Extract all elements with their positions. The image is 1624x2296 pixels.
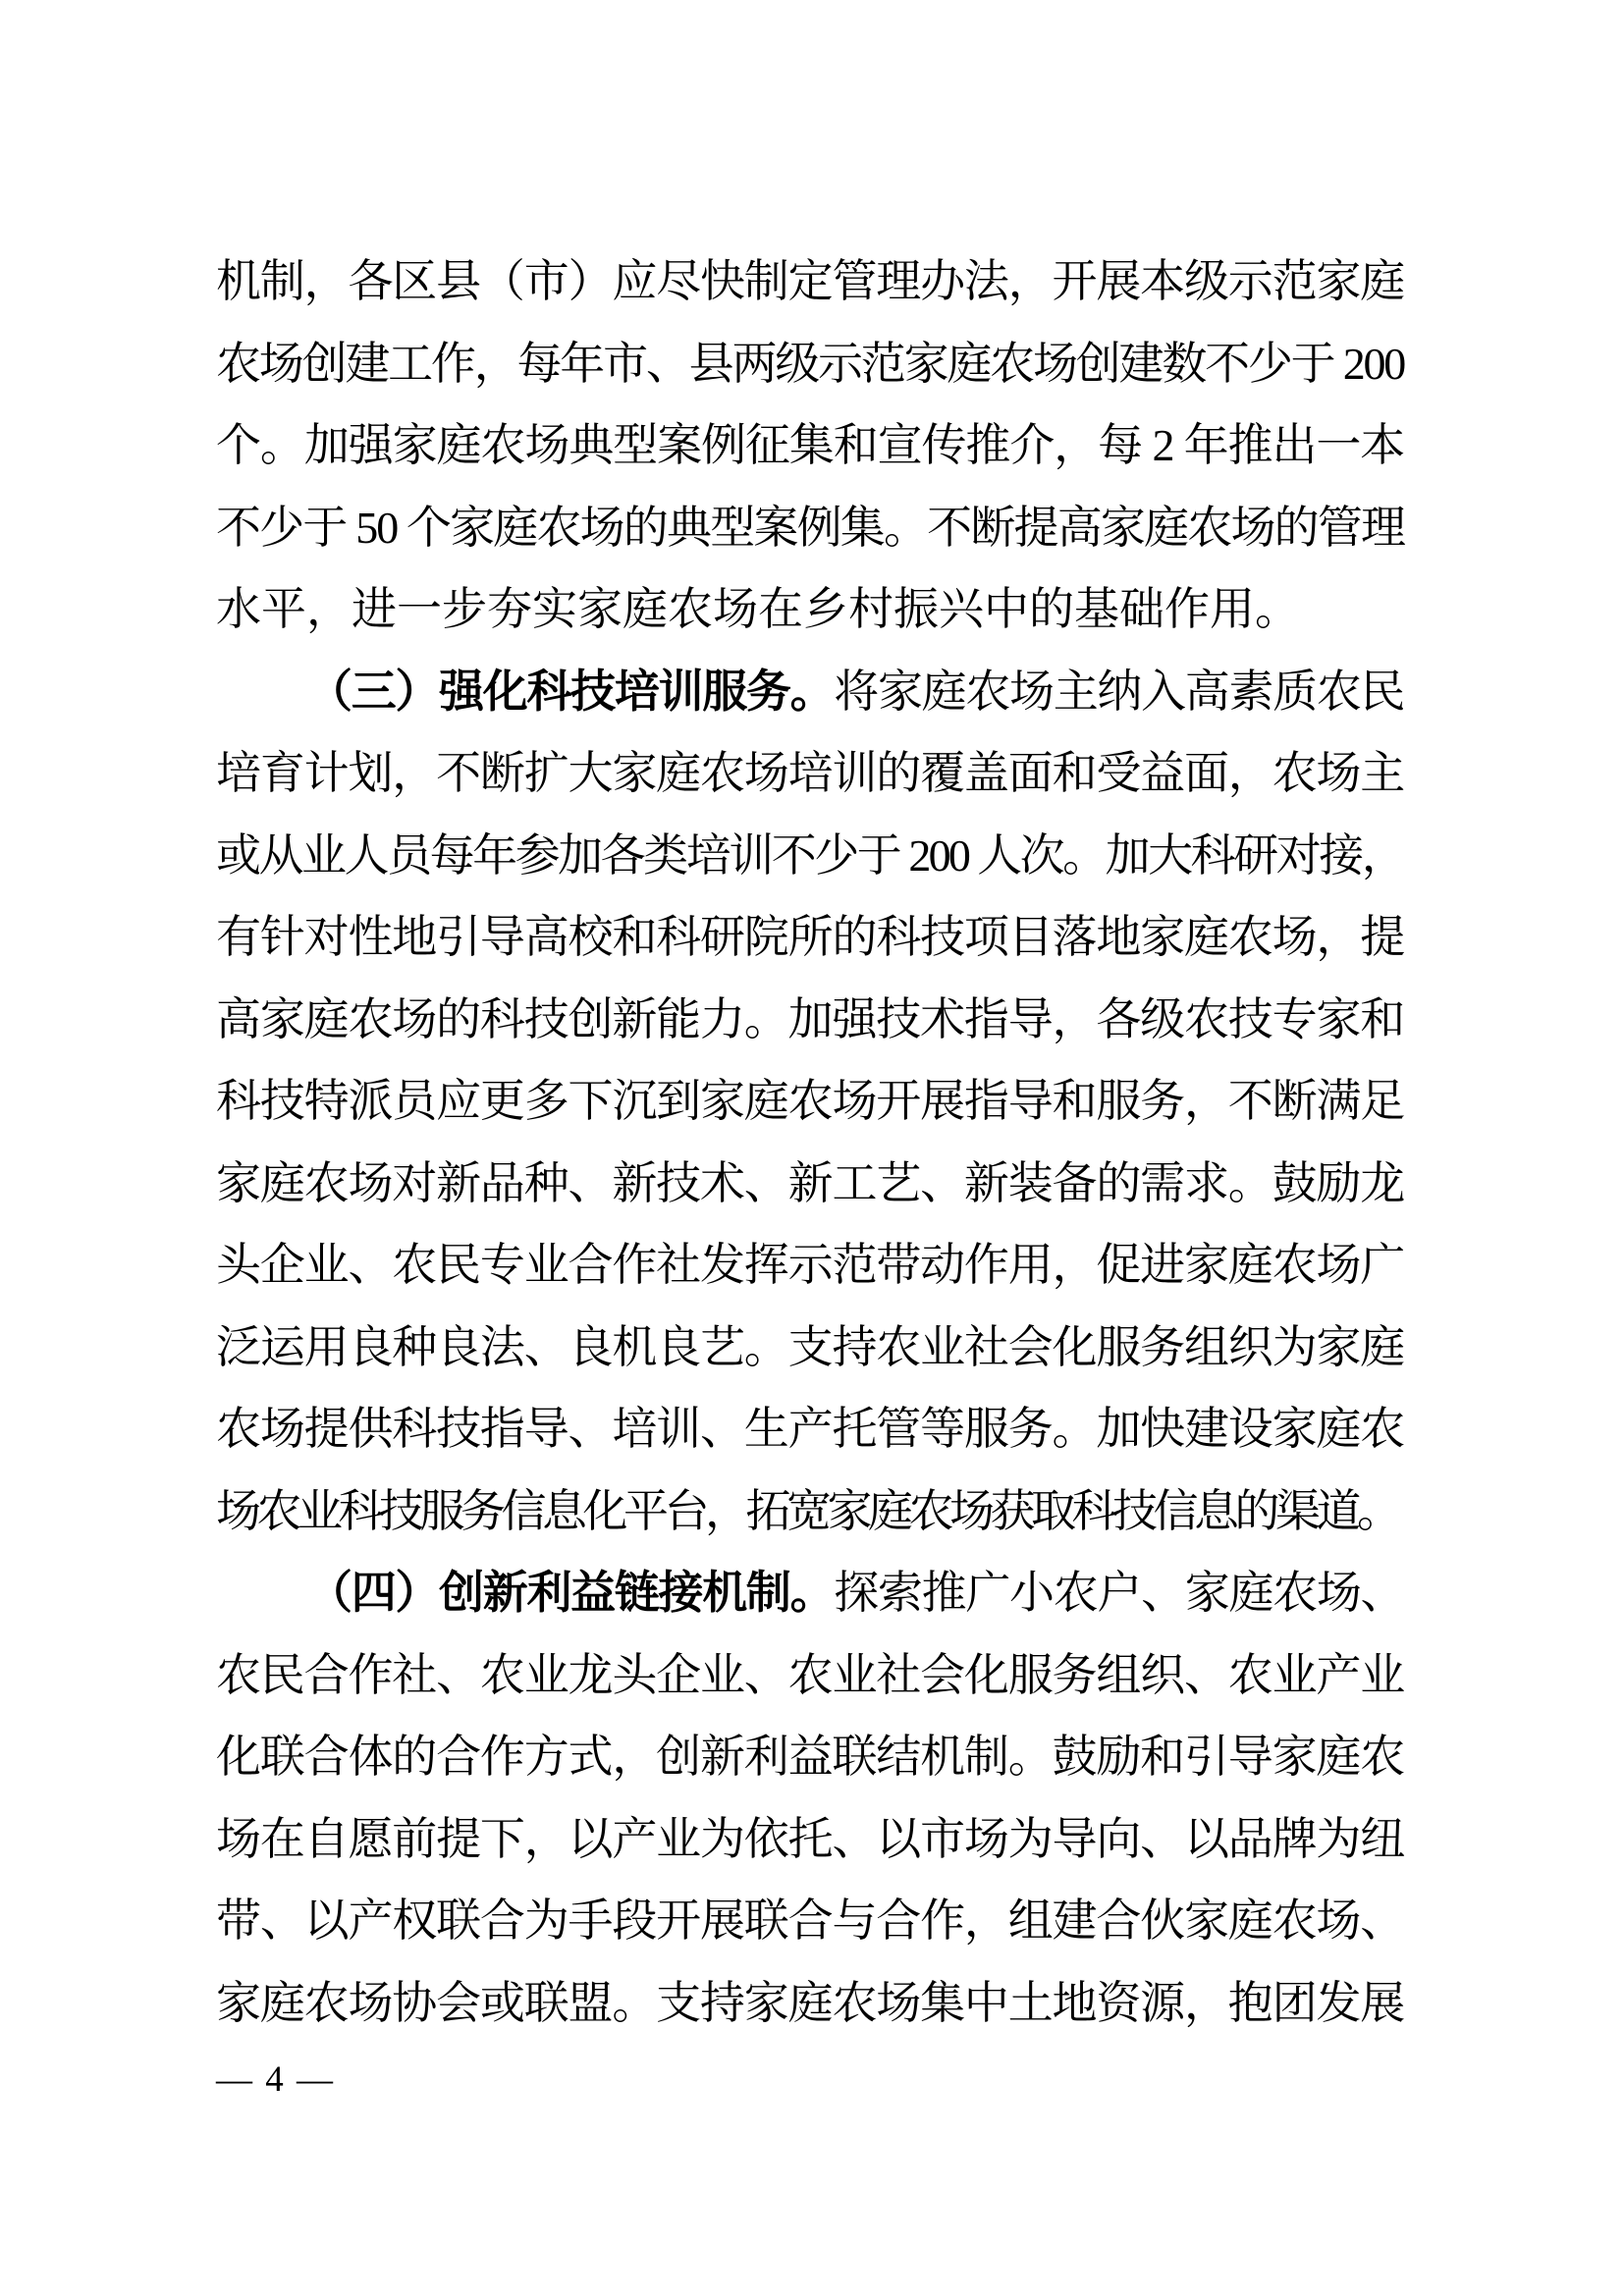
doc-line: 不少于 50 个家庭农场的典型案例集。不断提高家庭农场的管理 [216,502,1404,553]
doc-line: 有针对性地引导高校和科研院所的科技项目落地家庭农场，提 [216,912,1404,962]
doc-line: 个。加强家庭农场典型案例征集和宣传推介，每 2 年推出一本 [216,420,1404,470]
doc-line: 带、以产权联合为手段开展联合与合作，组建合伙家庭农场、 [216,1896,1404,1946]
doc-line: 科技特派员应更多下沉到家庭农场开展指导和服务，不断满足 [216,1076,1404,1126]
doc-line: （三）强化科技培训服务。将家庭农场主纳入高素质农民 [307,666,1404,717]
paragraph-section-3 [216,651,1404,1553]
document-body [216,240,1404,2044]
paragraph-lead-bold: （四）创新利益链接机制。 [307,1568,835,1618]
paragraph-continuation [216,240,1404,651]
doc-line: 培育计划，不断扩大家庭农场培训的覆盖面和受益面，农场主 [216,748,1404,798]
doc-line: 泛运用良种良法、良机良艺。支持农业社会化服务组织为家庭 [216,1321,1404,1372]
doc-line: 化联合体的合作方式，创新利益联结机制。鼓励和引导家庭农 [216,1732,1404,1782]
doc-line: 或从业人员每年参加各类培训不少于 200 人次。加大科研对接， [216,829,1404,881]
doc-line: 农场提供科技指导、培训、生产托管等服务。加快建设家庭农 [216,1404,1404,1454]
doc-line: 水平，进一步夯实家庭农场在乡村振兴中的基础作用。 [216,584,1300,634]
doc-line: 头企业、农民专业合作社发挥示范带动作用，促进家庭农场广 [216,1240,1404,1290]
doc-line: 家庭农场协会或联盟。支持家庭农场集中土地资源，抱团发展 [216,1977,1404,2028]
doc-line: 农民合作社、农业龙头企业、农业社会化服务组织、农业产业 [216,1649,1404,1700]
doc-line: 机制，各区县（市）应尽快制定管理办法，开展本级示范家庭 [216,256,1404,306]
doc-line: 场在自愿前提下，以产业为依托、以市场为导向、以品牌为纽 [216,1813,1404,1864]
doc-line: 家庭农场对新品种、新技术、新工艺、新装备的需求。鼓励龙 [216,1157,1404,1208]
page-footer [216,2055,335,2106]
doc-line: 农场创建工作，每年市、县两级示范家庭农场创建数不少于 200 [216,338,1404,389]
doc-line: 场农业科技服务信息化平台，拓宽家庭农场获取科技信息的渠道。 [216,1485,1398,1536]
paragraph-lead-bold: （三）强化科技培训服务。 [307,666,835,717]
page-number: — 4 — [216,2059,335,2100]
paragraph-section-4 [216,1552,1404,2044]
doc-line: （四）创新利益链接机制。探索推广小农户、家庭农场、 [307,1568,1404,1618]
doc-line: 高家庭农场的科技创新能力。加强技术指导，各级农技专家和 [216,993,1404,1044]
